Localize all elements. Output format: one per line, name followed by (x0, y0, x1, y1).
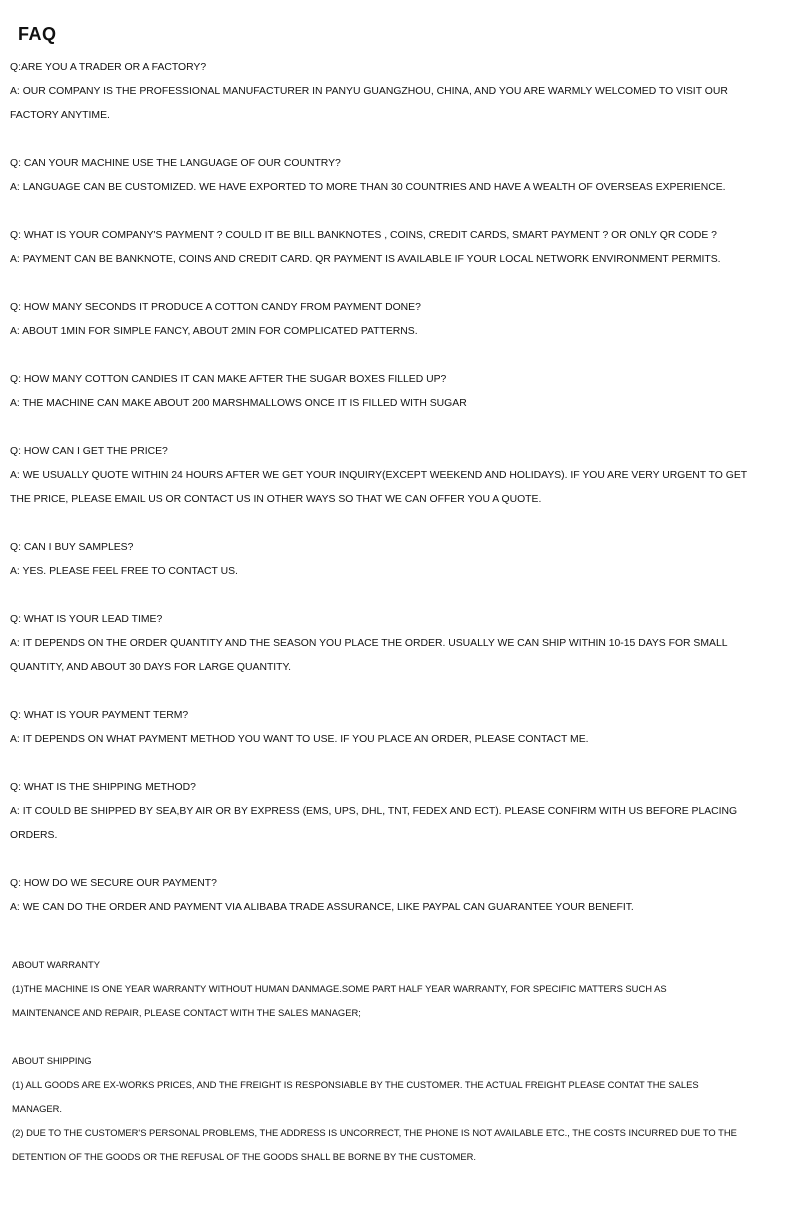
faq-answer-line: A: IT DEPENDS ON THE ORDER QUANTITY AND THE SEASON YOU PLACE THE ORDER. USUALLY WE CAN SHIP WITHIN 10-15 DAYS FOR SMALL (10, 638, 728, 649)
faq-answer-line: A: THE MACHINE CAN MAKE ABOUT 200 MARSHMALLOWS ONCE IT IS FILLED WITH SUGAR (10, 398, 467, 409)
faq-answer-line: A: ABOUT 1MIN FOR SIMPLE FANCY, ABOUT 2MIN FOR COMPLICATED PATTERNS. (10, 326, 418, 337)
faq-answer-line: A: PAYMENT CAN BE BANKNOTE, COINS AND CREDIT CARD. QR PAYMENT IS AVAILABLE IF YOUR LOCAL NETWORK ENVIRONMENT PERMITS. (10, 254, 721, 265)
faq-item (10, 152, 780, 200)
faq-answer-line: FACTORY ANYTIME. (10, 110, 110, 121)
faq-answer-line: A: WE USUALLY QUOTE WITHIN 24 HOURS AFTER WE GET YOUR INQUIRY(EXCEPT WEEKEND AND HOLIDAYS). IF YOU ARE VERY URGENT TO GET (10, 470, 748, 481)
shipping-section (12, 1049, 782, 1169)
faq-question: Q: WHAT IS YOUR LEAD TIME? (10, 614, 163, 625)
faq-question: Q: CAN I BUY SAMPLES? (10, 542, 134, 553)
warranty-section (12, 953, 782, 1025)
faq-question: Q: WHAT IS YOUR PAYMENT TERM? (10, 710, 189, 721)
shipping-line: (2) DUE TO THE CUSTOMER'S PERSONAL PROBLEMS, THE ADDRESS IS UNCORRECT, THE PHONE IS NOT AVAILABLE ETC., THE COSTS INCURRED DUE TO THE (12, 1127, 737, 1138)
faq-item (10, 872, 780, 920)
faq-item (10, 704, 780, 752)
page-title: FAQ (18, 24, 57, 44)
faq-question: Q: HOW MANY COTTON CANDIES IT CAN MAKE AFTER THE SUGAR BOXES FILLED UP? (10, 374, 447, 385)
faq-item (10, 224, 780, 272)
faq-item (10, 440, 780, 512)
faq-answer-line: A: IT DEPENDS ON WHAT PAYMENT METHOD YOU WANT TO USE. IF YOU PLACE AN ORDER, PLEASE CONTACT ME. (10, 734, 589, 745)
faq-question: Q: HOW MANY SECONDS IT PRODUCE A COTTON CANDY FROM PAYMENT DONE? (10, 302, 421, 313)
faq-question: Q:ARE YOU A TRADER OR A FACTORY? (10, 62, 207, 73)
faq-item (10, 368, 780, 416)
faq-item (10, 608, 780, 680)
faq-item (10, 296, 780, 344)
warranty-line: (1)THE MACHINE IS ONE YEAR WARRANTY WITHOUT HUMAN DANMAGE.SOME PART HALF YEAR WARRANTY, FOR SPECIFIC MATTERS SUCH AS (12, 983, 667, 994)
faq-answer-line: A: YES. PLEASE FEEL FREE TO CONTACT US. (10, 566, 238, 577)
faq-answer-line: A: WE CAN DO THE ORDER AND PAYMENT VIA ALIBABA TRADE ASSURANCE, LIKE PAYPAL CAN GUARANTEE YOUR BENEFIT. (10, 902, 634, 913)
shipping-line: (1) ALL GOODS ARE EX-WORKS PRICES, AND THE FREIGHT IS RESPONSIABLE BY THE CUSTOMER. THE ACTUAL FREIGHT PLEASE CONTAT THE SALES (12, 1079, 699, 1090)
shipping-heading: ABOUT SHIPPING (12, 1055, 92, 1066)
shipping-line: DETENTION OF THE GOODS OR THE REFUSAL OF THE GOODS SHALL BE BORNE BY THE CUSTOMER. (12, 1151, 476, 1162)
faq-question: Q: WHAT IS THE SHIPPING METHOD? (10, 782, 196, 793)
faq-answer-line: ORDERS. (10, 830, 58, 841)
faq-question: Q: WHAT IS YOUR COMPANY'S PAYMENT ? COULD IT BE BILL BANKNOTES , COINS, CREDIT CARDS, SMART PAYMENT ? OR ONLY QR CODE ? (10, 230, 717, 241)
faq-question: Q: HOW CAN I GET THE PRICE? (10, 446, 168, 457)
faq-answer-line: QUANTITY, AND ABOUT 30 DAYS FOR LARGE QUANTITY. (10, 662, 291, 673)
warranty-heading: ABOUT WARRANTY (12, 959, 101, 970)
faq-answer-line: A: IT COULD BE SHIPPED BY SEA,BY AIR OR BY EXPRESS (EMS, UPS, DHL, TNT, FEDEX AND ECT). PLEASE CONFIRM WITH US BEFORE PLACING (10, 806, 738, 817)
faq-answer-line: THE PRICE, PLEASE EMAIL US OR CONTACT US IN OTHER WAYS SO THAT WE CAN OFFER YOU A QUOTE. (10, 494, 542, 505)
faq-item (10, 56, 780, 128)
shipping-line: MANAGER. (12, 1103, 63, 1114)
faq-question: Q: HOW DO WE SECURE OUR PAYMENT? (10, 878, 217, 889)
warranty-line: MAINTENANCE AND REPAIR, PLEASE CONTACT WITH THE SALES MANAGER; (12, 1007, 361, 1018)
faq-question: Q: CAN YOUR MACHINE USE THE LANGUAGE OF OUR COUNTRY? (10, 158, 341, 169)
faq-answer-line: A: LANGUAGE CAN BE CUSTOMIZED. WE HAVE EXPORTED TO MORE THAN 30 COUNTRIES AND HAVE A WEALTH OF OVERSEAS EXPERIENCE. (10, 182, 726, 193)
faq-item (10, 776, 780, 848)
faq-answer-line: A: OUR COMPANY IS THE PROFESSIONAL MANUFACTURER IN PANYU GUANGZHOU, CHINA, AND YOU ARE WARMLY WELCOMED TO VISIT OUR (10, 86, 728, 97)
faq-item (10, 536, 780, 584)
